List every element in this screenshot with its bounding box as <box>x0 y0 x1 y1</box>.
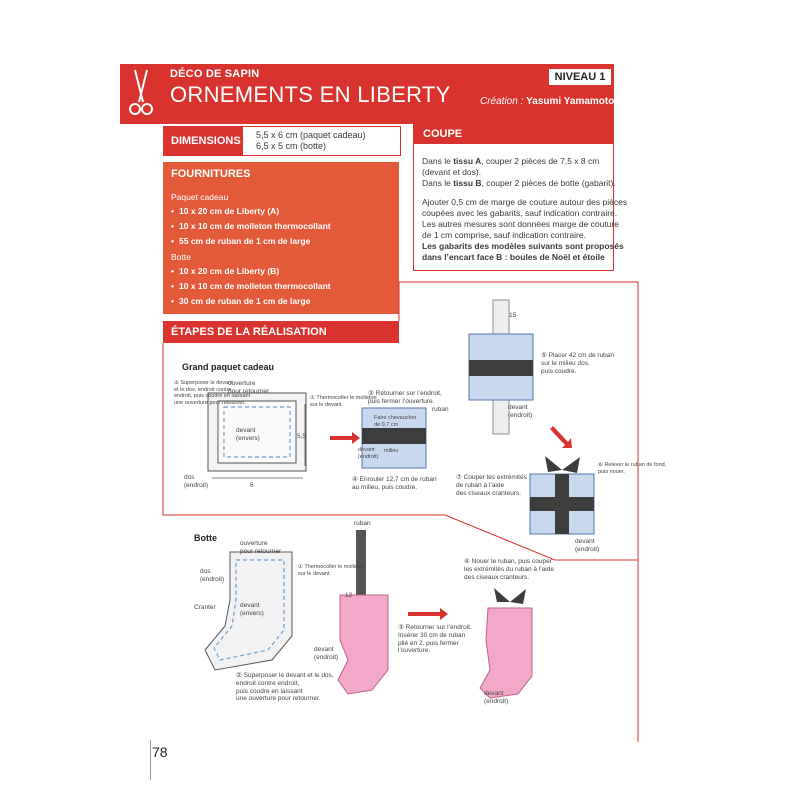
supplies-title: FOURNITURES <box>171 168 251 180</box>
page-number: 78 <box>152 744 168 760</box>
gift-step-7: ⑦ Couper les extrémités de ruban à l’aide des ciseaux cranteurs. <box>456 474 527 497</box>
cutting-line: Dans le tissu B, couper 2 pièces de botte (gabarit). <box>422 178 616 188</box>
gift-step-2: ② Superposer le devant et le dos, endroit contre endroit, puis coudre en une ouverture pour retourner. <box>174 380 246 406</box>
cutting-line: Dans le tissu A, couper 2 pièces de 7,5 x 8 cm <box>422 156 600 166</box>
boot-step-c-drawing <box>480 588 532 698</box>
supplies-group-title: Paquet cadeau <box>171 192 229 202</box>
page-title: ORNEMENTS EN LIBERTY <box>170 82 451 107</box>
cutting-title: COUPE <box>413 124 614 144</box>
gift-c-front: devant (endroit) <box>508 404 533 419</box>
gift-step-4: ④ Enrouler 12,7 cm de ruban au milieu, puis coudre. <box>352 476 437 491</box>
dimension-gift: 5,5 x 6 cm (paquet cadeau) <box>256 130 366 140</box>
gift-opening-note: ouverture pour retourner <box>228 380 270 395</box>
dimensions-label: DIMENSIONS <box>163 126 243 156</box>
supply-item: • 10 x 10 cm de molleton thermocollant <box>171 281 331 291</box>
author-name: Yasumi Yamamoto <box>526 96 615 107</box>
gift-front-note: devant (envers) <box>236 427 260 442</box>
supply-item: • 10 x 20 cm de Liberty (A) <box>171 206 280 216</box>
cutting-line: dans l’encart face B : boules de Noël et étoile <box>422 252 605 262</box>
gift-overlap-note: Faire chevaucher de 0,7 cm <box>374 415 417 428</box>
cutting-line: de 1 cm comprise, sauf indication contraire. <box>422 230 586 240</box>
gift-step-5: ⑤ Placer 42 cm de ruban sur le milieu dos, puis coudre. <box>541 352 615 375</box>
supply-item: • 10 x 20 cm de Liberty (B) <box>171 266 280 276</box>
boot-b-dimension: 12 <box>345 592 353 599</box>
header-kicker: DÉCO DE SAPIN <box>170 68 260 80</box>
cutting-line: Les autres mesures sont données marge de couture <box>422 219 620 229</box>
gift-d-front: devant (endroit) <box>575 538 600 553</box>
cutting-line: coupées avec les gabarits, sauf indication contraire. <box>422 208 618 218</box>
gift-width: 6 <box>250 482 254 489</box>
boot-step-b-drawing <box>338 530 388 694</box>
boot-notch-note: Cranter <box>194 604 216 611</box>
gift-step-1: ① Thermocoller le molleton sur le devant. <box>310 395 377 408</box>
boot-step-2: ② Superposer le devant et le dos, endroit contre endroit, puis coudre en laissant une ouverture pour retourner. <box>236 672 334 703</box>
author-prefix: Création : <box>480 96 527 107</box>
gift-section-title: Grand paquet cadeau <box>182 362 275 372</box>
steps-title: ÉTAPES DE LA RÉALISATION <box>163 321 399 343</box>
boot-step-1: ① Thermocoller le molleton sur le devant. <box>298 564 365 577</box>
cutting-line: Les gabarits des modèles suivants sont proposés <box>422 241 624 251</box>
gift-height: 5,5 <box>297 433 307 440</box>
boot-section-title: Botte <box>194 533 217 543</box>
boot-step-3: ③ Retourner sur l’endroit. Insérer 30 cm de ruban plié en 2, puis fermer l’ouverture. <box>398 624 472 655</box>
gift-c-dimension: 15 <box>509 312 517 319</box>
boot-opening-note: ouverture pour retourner <box>240 540 282 555</box>
gift-ribbon-label: ruban <box>432 406 449 413</box>
boot-c-front: devant (endroit) <box>484 690 509 705</box>
supply-item: • 55 cm de ruban de 1 cm de large <box>171 236 311 246</box>
gift-middle-label: milieu <box>384 448 399 454</box>
boot-back-note: dos (endroit) <box>200 568 225 583</box>
page-number-rule <box>150 740 151 780</box>
level-badge: NIVEAU 1 <box>548 68 612 86</box>
cutting-line: (devant et dos). <box>422 167 482 177</box>
dimension-boot: 6,5 x 5 cm (botte) <box>256 141 327 151</box>
boot-b-front: devant (endroit) <box>314 646 339 661</box>
supply-item: • 10 x 10 cm de molleton thermocollant <box>171 221 331 231</box>
supply-item: • 30 cm de ruban de 1 cm de large <box>171 296 311 306</box>
boot-front-note: devant (envers) <box>240 602 264 617</box>
gift-b-front: devant (endroit) <box>358 447 379 460</box>
boot-step-4: ④ Nouer le ruban, puis couper les extrémités du ruban à l’aide des ciseaux cranteurs. <box>464 558 554 581</box>
gift-step-3: ③ Retourner sur l’endroit, puis fermer l’ouverture. <box>368 390 442 405</box>
boot-ribbon-label: ruban <box>354 520 371 527</box>
gift-step-6: ⑥ Relever le ruban de fond, puis nouer. <box>598 462 667 475</box>
supplies-group-title: Botte <box>171 252 191 262</box>
gift-back-note: dos (endroit) <box>184 474 209 489</box>
cutting-line: Ajouter 0,5 cm de marge de couture autour des pièces <box>422 197 628 207</box>
